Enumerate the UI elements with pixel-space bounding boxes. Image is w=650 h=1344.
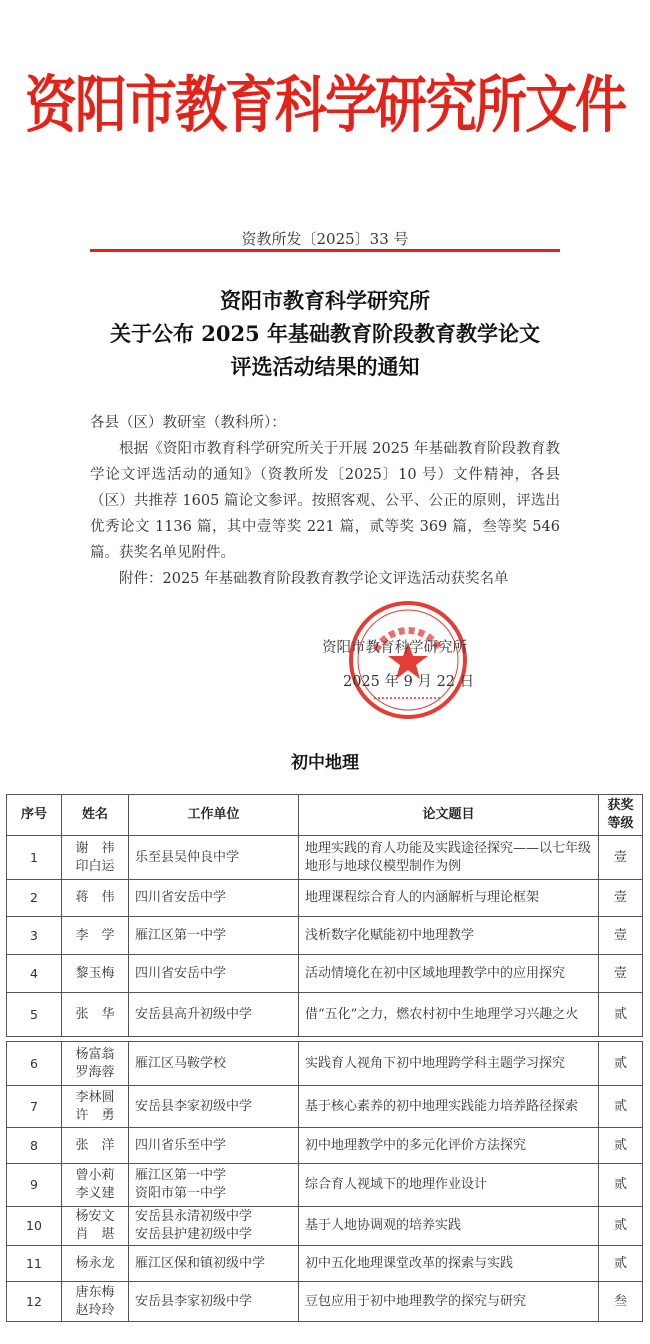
work-unit: 雁江区马鞍学校 [135,1055,227,1071]
work-unit: 四川省安岳中学 [135,965,227,981]
work-unit: 四川省乐至中学 [135,1137,227,1153]
header-award: 获奖等级 [599,795,643,836]
cell-index: 3 [7,917,62,955]
cell-name [62,1246,129,1282]
cell-name [62,1086,129,1128]
cell-paper-title: 地理实践的育人功能及实践途径探究——以七年级地形与地球仪模型制作为例 [299,836,599,880]
author-name-second: 李义建 [75,1186,115,1201]
masthead-title: 资阳市教育科学研究所文件 [24,70,625,142]
cell-index: 10 [7,1207,62,1246]
cell-index: 7 [7,1086,62,1128]
cell-paper-title: 基于核心素养的初中地理实践能力培养路径探索 [299,1086,599,1128]
award-table [6,794,643,1322]
cell-paper-title: 浅析数字化赋能初中地理教学 [299,917,599,955]
author-name: 李 学 [75,927,115,943]
header-name: 姓名 [62,795,129,836]
author-name: 张 洋 [75,1137,115,1153]
table-row [7,1207,643,1246]
author-name-second: 罗海蓉 [75,1064,115,1080]
red-divider-line [90,249,560,252]
cell-index: 8 [7,1128,62,1164]
work-unit: 四川省安岳中学 [135,890,227,905]
cell-award: 壹 [599,917,643,955]
cell-index: 4 [7,955,62,993]
cell-name [62,1164,129,1207]
table-row [7,1086,643,1128]
cell-name [62,1282,129,1322]
cell-award: 壹 [599,880,643,917]
work-unit: 乐至县吴仲良中学 [135,849,240,865]
cell-name [62,917,129,955]
cell-name [62,836,129,880]
work-unit: 雁江区第一中学 [135,1168,227,1183]
cell-index: 5 [7,993,62,1037]
cell-award: 贰 [599,993,643,1037]
cell-unit [129,1207,299,1246]
cell-award: 贰 [599,1086,643,1128]
header-unit: 工作单位 [129,795,299,836]
author-name-second: 肖 堪 [75,1227,115,1242]
cell-paper-title: 综合育人视域下的地理作业设计 [299,1164,599,1207]
cell-unit [129,836,299,880]
author-name: 曾小莉 [75,1168,115,1183]
cell-name [62,1128,129,1164]
cell-index: 6 [7,1042,62,1086]
notice-title-line-1: 资阳市教育科学研究所 [220,288,430,313]
cell-award: 贰 [599,1128,643,1164]
document-number: 资教所发〔2025〕33 号 [241,230,409,248]
author-name: 李林圆 [75,1089,115,1105]
cell-paper-title: 初中五化地理课堂改革的探索与实践 [299,1246,599,1282]
author-name: 杨永龙 [75,1255,115,1271]
cell-paper-title: 实践育人视角下初中地理跨学科主题学习探究 [299,1042,599,1086]
salutation: 各县（区）教研室（教科所）： [90,415,286,431]
cell-paper-title: 初中地理教学中的多元化评价方法探究 [299,1128,599,1164]
author-name: 蒋 伟 [75,890,115,905]
cell-name [62,880,129,917]
table-header-row [7,795,643,836]
cell-unit [129,993,299,1037]
section-title: 初中地理 [291,753,359,773]
author-name: 黎玉梅 [75,965,115,981]
author-name: 唐东梅 [75,1284,115,1300]
notice-title-line-2: 关于公布 2025 年基础教育阶段教育教学论文 [109,321,541,346]
cell-paper-title: 活动情境化在初中区域地理教学中的应用探究 [299,955,599,993]
cell-award: 壹 [599,836,643,880]
header-index: 序号 [7,795,62,836]
work-unit: 安岳县永清初级中学 [135,1209,253,1224]
work-unit-second: 安岳县护建初级中学 [135,1227,253,1242]
work-unit-second: 资阳市第一中学 [135,1186,227,1201]
attachment-line: 附件：2025 年基础教育阶段教育教学论文评选活动获奖名单 [119,571,509,587]
work-unit: 安岳县李家初级中学 [135,1293,253,1309]
author-name: 杨安文 [75,1209,115,1224]
cell-unit [129,1164,299,1207]
cell-index: 1 [7,836,62,880]
cell-unit [129,1042,299,1086]
cell-paper-title: 基于人地协调观的培养实践 [299,1207,599,1246]
work-unit: 雁江区保和镇初级中学 [135,1255,266,1271]
table-row [7,1282,643,1322]
author-name-second: 印白运 [75,858,115,874]
cell-name [62,993,129,1037]
author-name-second: 许 勇 [75,1107,115,1123]
work-unit: 雁江区第一中学 [135,927,227,943]
cell-name [62,955,129,993]
cell-index: 9 [7,1164,62,1207]
cell-unit [129,1086,299,1128]
cell-award: 贰 [599,1042,643,1086]
table-row [7,1128,643,1164]
author-name: 张 华 [75,1006,115,1022]
cell-name [62,1042,129,1086]
cell-paper-title: 豆包应用于初中地理教学的探究与研究 [299,1282,599,1322]
table-row [7,1164,643,1207]
cell-name [62,1207,129,1246]
cell-index: 11 [7,1246,62,1282]
cell-award: 叁 [599,1282,643,1322]
cell-award: 壹 [599,955,643,993]
author-name: 杨富翁 [75,1046,115,1062]
cell-unit [129,880,299,917]
table-row [7,880,643,917]
cell-award: 贰 [599,1207,643,1246]
cell-index: 2 [7,880,62,917]
cell-unit [129,917,299,955]
header-paper: 论文题目 [299,795,599,836]
table-row [7,836,643,880]
table-row [7,1246,643,1282]
signature-date: 2025 年 9 月 22 日 [343,674,475,690]
table-row [7,1042,643,1086]
cell-award: 贰 [599,1246,643,1282]
cell-unit [129,955,299,993]
cell-paper-title: 地理课程综合育人的内涵解析与理论框架 [299,880,599,917]
author-name: 谢 祎 [75,840,115,856]
signature-organization: 资阳市教育科学研究所 [322,640,467,656]
cell-paper-title: 借“五化”之力，燃农村初中生地理学习兴趣之火 [299,993,599,1037]
cell-award: 贰 [599,1164,643,1207]
cell-unit [129,1246,299,1282]
notice-title-line-3: 评选活动结果的通知 [230,354,420,379]
cell-unit [129,1282,299,1322]
author-name-second: 赵玲玲 [75,1302,115,1318]
table-row [7,993,643,1037]
notice-paragraph: 根据《资阳市教育科学研究所关于开展 2025 年基础教育阶段教育教学论文评选活动的通知》（资教所发〔2025〕10 号）文件精神，各县（区）共推荐 1605 篇论文参评。按照客观、公平、公正的原则，评选出优秀论文 1136 篇，其中壹等奖 221 篇，贰等奖 369 篇，叁等奖 546 篇。获奖名单见附件。 [90,441,560,561]
cell-index: 12 [7,1282,62,1322]
cell-unit [129,1128,299,1164]
table-row [7,955,643,993]
official-seal-icon [346,598,470,722]
table-row [7,917,643,955]
work-unit: 安岳县李家初级中学 [135,1098,253,1114]
work-unit: 安岳县高升初级中学 [135,1006,253,1022]
